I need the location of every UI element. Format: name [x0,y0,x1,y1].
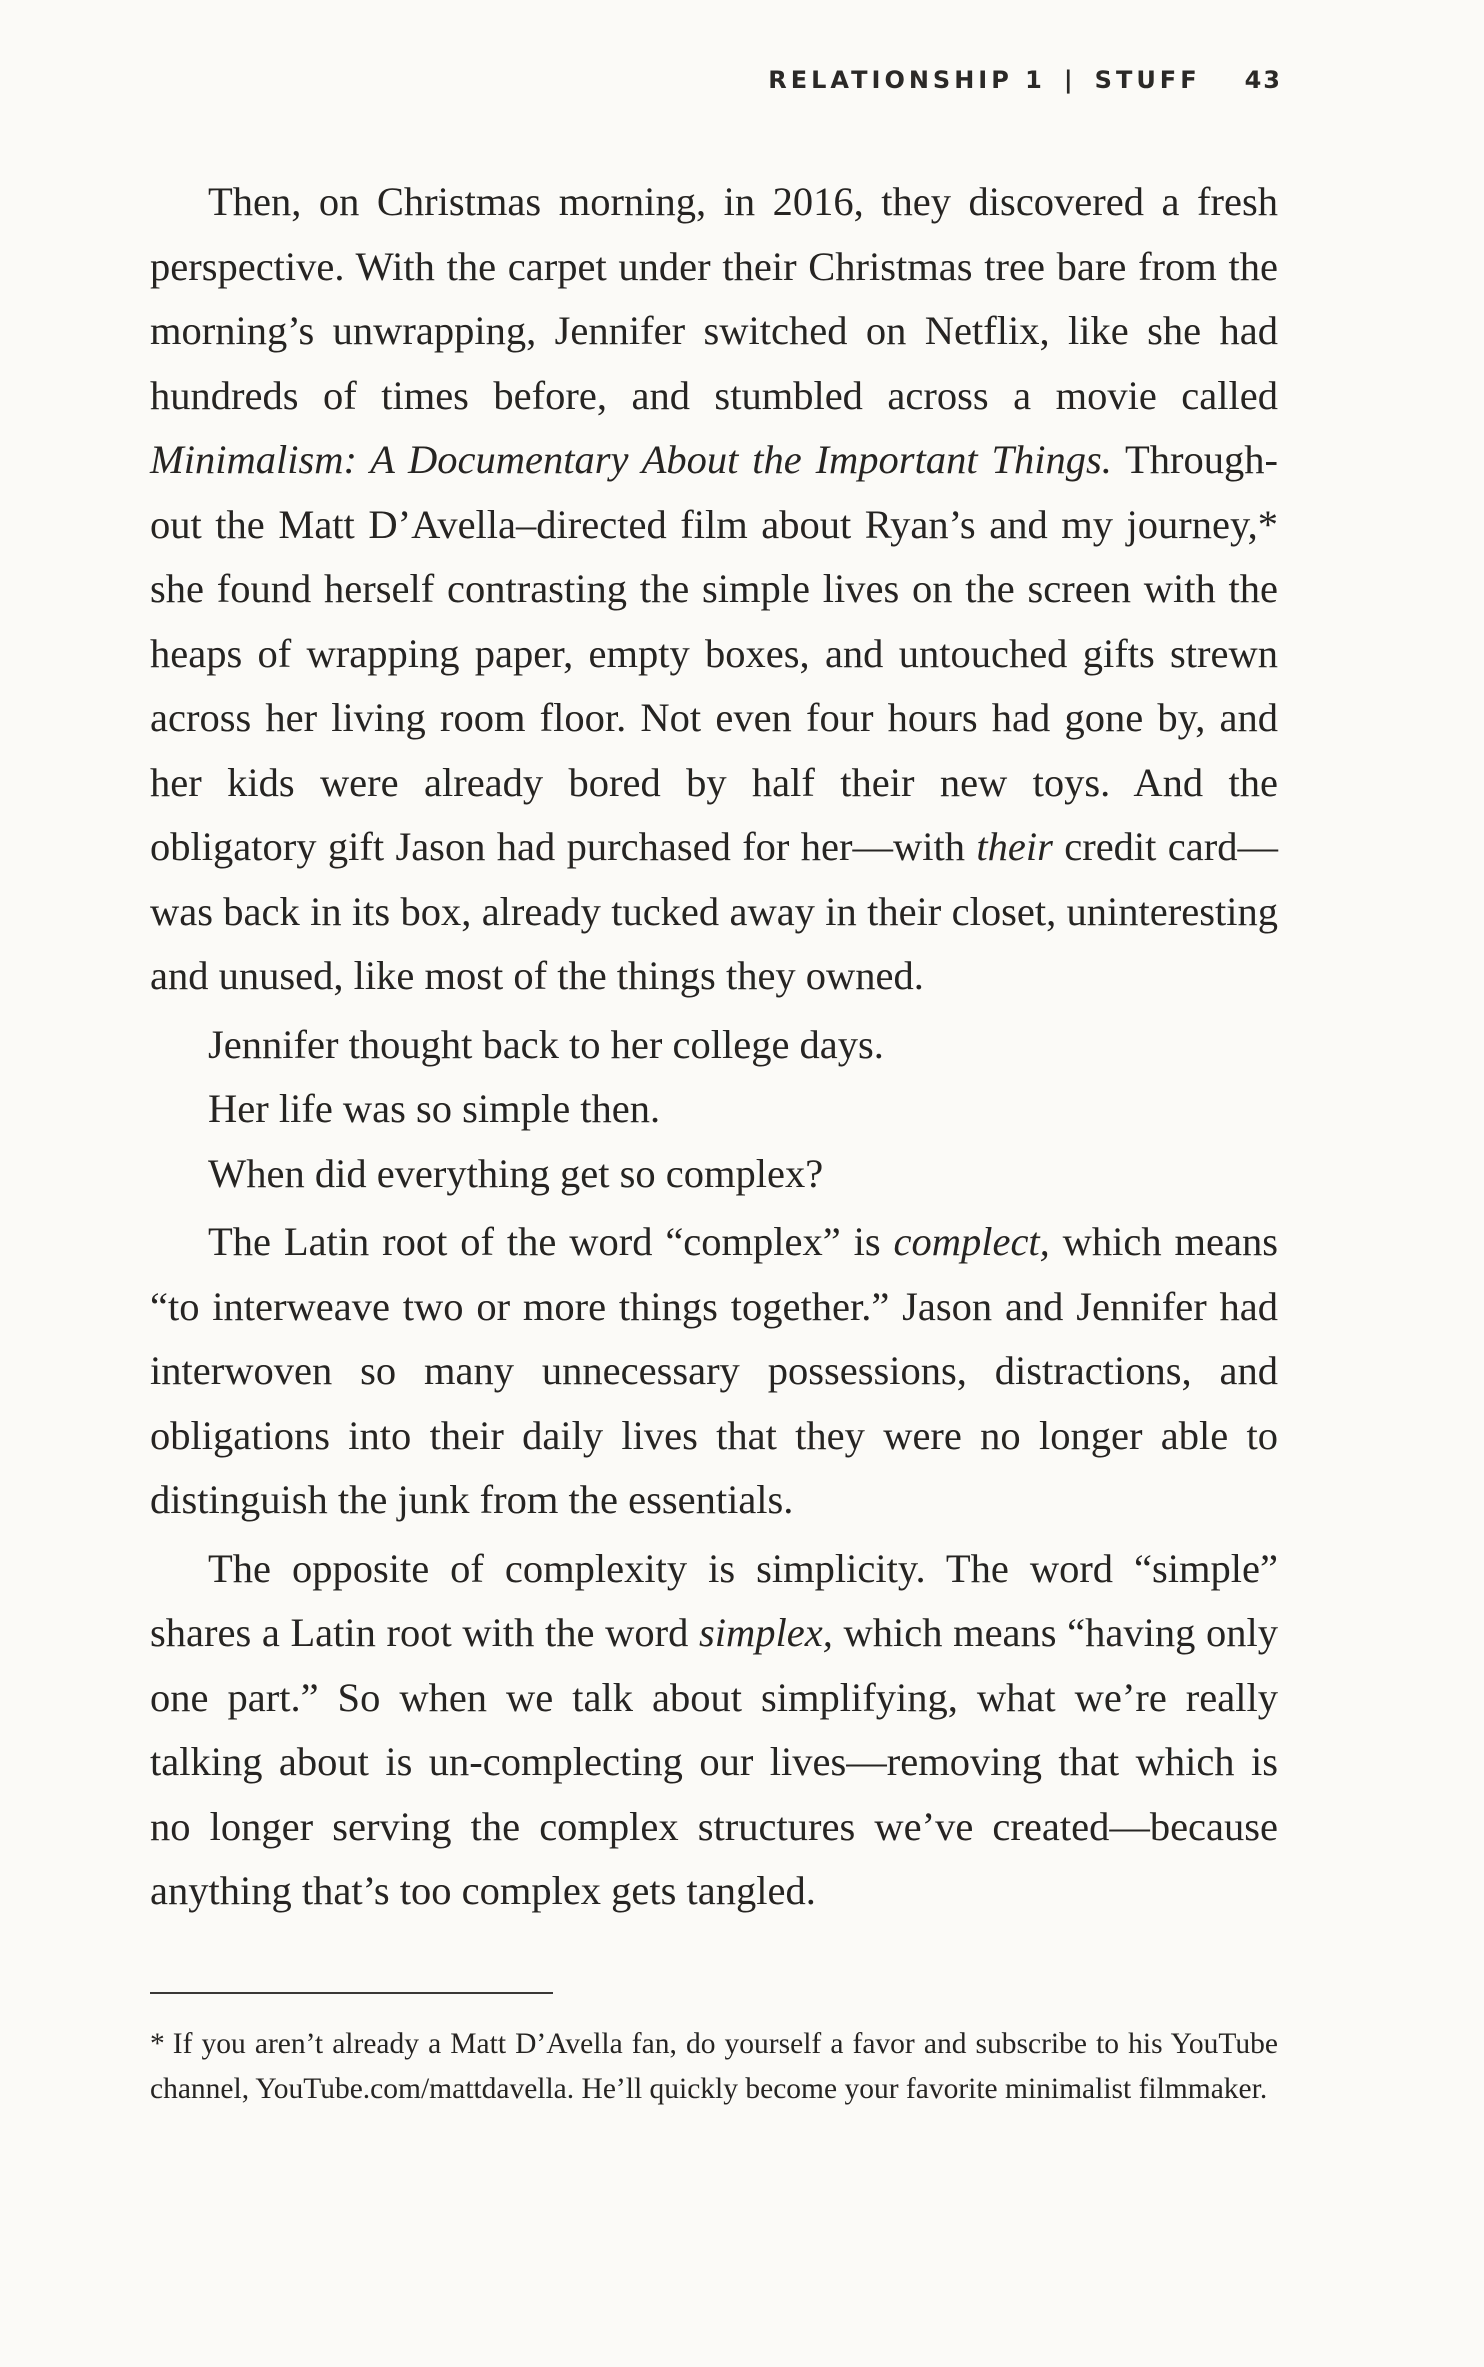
paragraph [150,1210,1278,1533]
text-run: The opposite of complexity is simplicity. The word “simple” shares a Latin root with the word [150,1545,1278,1655]
text-run: Her life was so simple then. [208,1086,661,1131]
paragraph [150,170,1278,1009]
header-section: RELATIONSHIP 1 [768,66,1046,94]
paragraph [150,1537,1278,1924]
paragraph [150,1142,1278,1207]
running-header [768,66,1282,94]
text-run: Jennifer thought back to her college days. [208,1021,884,1067]
footnote [150,2022,1278,2112]
text-run: Then, on Christmas morning, in 2016, they discovered a fresh perspective. With the carpet under their Christmas tree bare from the morning’s unwrapping, Jennifer switched on Netflix, like she had hundreds of times before, and stumbled across a movie called [150,179,1278,418]
italic-run: Minimalism: A Documentary About the Important Things. [150,437,1112,482]
italic-run: complect, [893,1219,1050,1264]
footnote-marker: * [150,2028,165,2060]
text-run: which means “having only one part.” So when we talk about simplifying, what we’re really talking about is un-complecting our lives—removing that which is no longer serving the complex structures we’ve created—because anything that’s too complex gets tangled. [150,1610,1278,1913]
paragraph [150,1013,1278,1078]
page-number: 43 [1244,66,1282,94]
italic-run: simplex, [699,1610,833,1655]
body-text [150,170,1278,1924]
footnote-divider [150,1992,553,1994]
header-chapter: STUFF [1094,66,1201,94]
footnote-text: If you aren’t already a Matt D’Avella fan, do yourself a favor and subscribe to his YouTube channel, YouTube.com/mattdavella. He’ll quickly become your favorite minimalist filmmaker. [150,2028,1278,2105]
text-run: When did everything get so complex? [208,1150,824,1196]
text-run: credit card—was back in its box, already tucked away in their closet, uninteresting and unused, like most of the things they owned. [150,824,1278,998]
text-run: which means “to interweave two or more things together.” Jason and Jennifer had interwoven so many unnecessary possessions, distractions, and obligations into their daily lives that they were no longer able to distinguish the junk from the essentials. [150,1219,1278,1522]
text-run: The Latin root of the word “complex” is [208,1219,894,1264]
header-separator: | [1063,66,1077,94]
italic-run: their [976,824,1053,869]
text-run: Throughout the Matt D’Avella–directed film about Ryan’s and my journey,* she found herself contrasting the simple lives on the screen with the heaps of wrapping paper, empty boxes, and untouched gifts strewn across her living room floor. Not even four hours had gone by, and her kids were already bored by half their new toys. And the obligatory gift Jason had purchased for her—with [150,437,1278,869]
paragraph [150,1077,1278,1142]
